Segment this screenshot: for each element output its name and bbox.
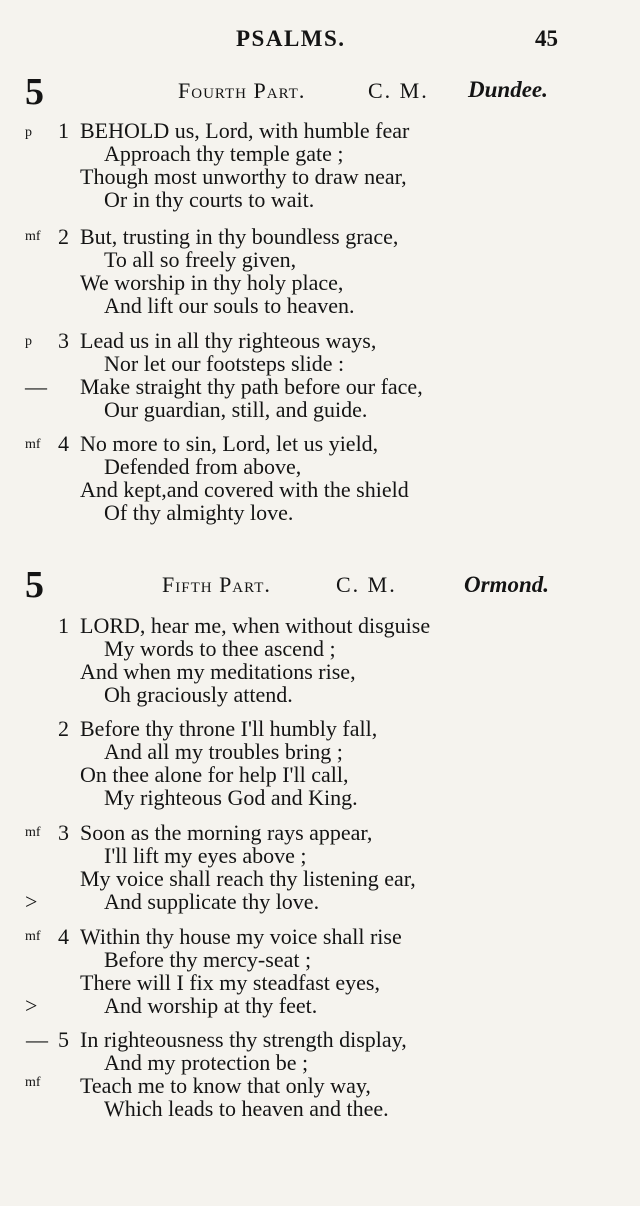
verse-line: We worship in thy holy place, [80,270,344,295]
meter: C. M. [368,78,429,103]
verse-line: My righteous God and King. [104,785,358,810]
verse-number: 2 [58,224,69,249]
verse-line: Oh graciously attend. [104,682,293,707]
verse-line: Defended from above, [104,454,302,479]
verse-line: Though most unworthy to draw near, [80,164,407,189]
dynamic-marking: p [25,334,32,349]
running-title: PSALMS. [236,26,346,51]
verse-line: Before thy throne I'll humbly fall, [80,716,378,741]
verse-number: 2 [58,716,69,741]
verse-line: Nor let our footsteps slide : [104,351,345,376]
dynamic-marking: p [25,125,32,140]
verse-line: BEHOLD us, Lord, with humble fear [80,118,410,143]
verse-number: 4 [58,924,69,949]
verse-line: To all so freely given, [104,247,297,272]
part-title: Fourth Part. [178,78,306,103]
verse-line: No more to sin, Lord, let us yield, [80,431,379,456]
verse-line: And supplicate thy love. [104,889,320,914]
verse-line: And my protection be ; [104,1050,309,1075]
verse-line: Or in thy courts to wait. [104,187,315,212]
verse-line: My words to thee ascend ; [104,636,336,661]
verse-number: 3 [58,328,69,353]
verse-line: And lift our souls to heaven. [104,293,355,318]
verse-line: Within thy house my voice shall rise [80,924,402,949]
verse-line: Which leads to heaven and thee. [104,1096,389,1121]
psalm-number: 5 [25,564,44,606]
meter: C. M. [336,572,397,597]
verse-number: 4 [58,431,69,456]
page-number: 45 [535,26,558,51]
dynamic-marking: — [26,1027,48,1052]
dynamic-marking: mf [25,825,41,840]
verse-line: LORD, hear me, when without disguise [80,613,431,638]
verse-line: There will I fix my steadfast eyes, [80,970,380,995]
verse-line: Our guardian, still, and guide. [104,397,368,422]
verse-number: 3 [58,820,69,845]
verse-line: Soon as the morning rays appear, [80,820,373,845]
dynamic-marking: mf [25,1075,41,1090]
verse-line: Of thy almighty love. [104,500,294,525]
tune-name: Dundee. [468,77,548,102]
dynamic-marking: mf [25,229,41,244]
verse-line: And all my troubles bring ; [104,739,343,764]
verse-line: Make straight thy path before our face, [80,374,423,399]
verse-line: Approach thy temple gate ; [104,141,344,166]
dynamic-marking: mf [25,437,41,452]
verse-line: My voice shall reach thy listening ear, [80,866,416,891]
verse-line: In righteousness thy strength display, [80,1027,407,1052]
verse-line: Lead us in all thy righteous ways, [80,328,377,353]
verse-line: On thee alone for help I'll call, [80,762,349,787]
verse-number: 5 [58,1027,69,1052]
verse-number: 1 [58,118,69,143]
verse-line: I'll lift my eyes above ; [104,843,307,868]
verse-line: And when my meditations rise, [80,659,356,684]
tune-name: Ormond. [464,572,549,597]
dynamic-marking: — [25,374,47,399]
dynamic-marking: > [25,993,38,1018]
verse-line: Before thy mercy-seat ; [104,947,312,972]
verse-line: And kept,and covered with the shield [80,477,409,502]
psalm-number: 5 [25,71,44,113]
verse-line: But, trusting in thy boundless grace, [80,224,399,249]
verse-line: And worship at thy feet. [104,993,318,1018]
verse-number: 1 [58,613,69,638]
part-title: Fifth Part. [162,572,271,597]
dynamic-marking: mf [25,929,41,944]
dynamic-marking: > [25,889,38,914]
verse-line: Teach me to know that only way, [80,1073,371,1098]
